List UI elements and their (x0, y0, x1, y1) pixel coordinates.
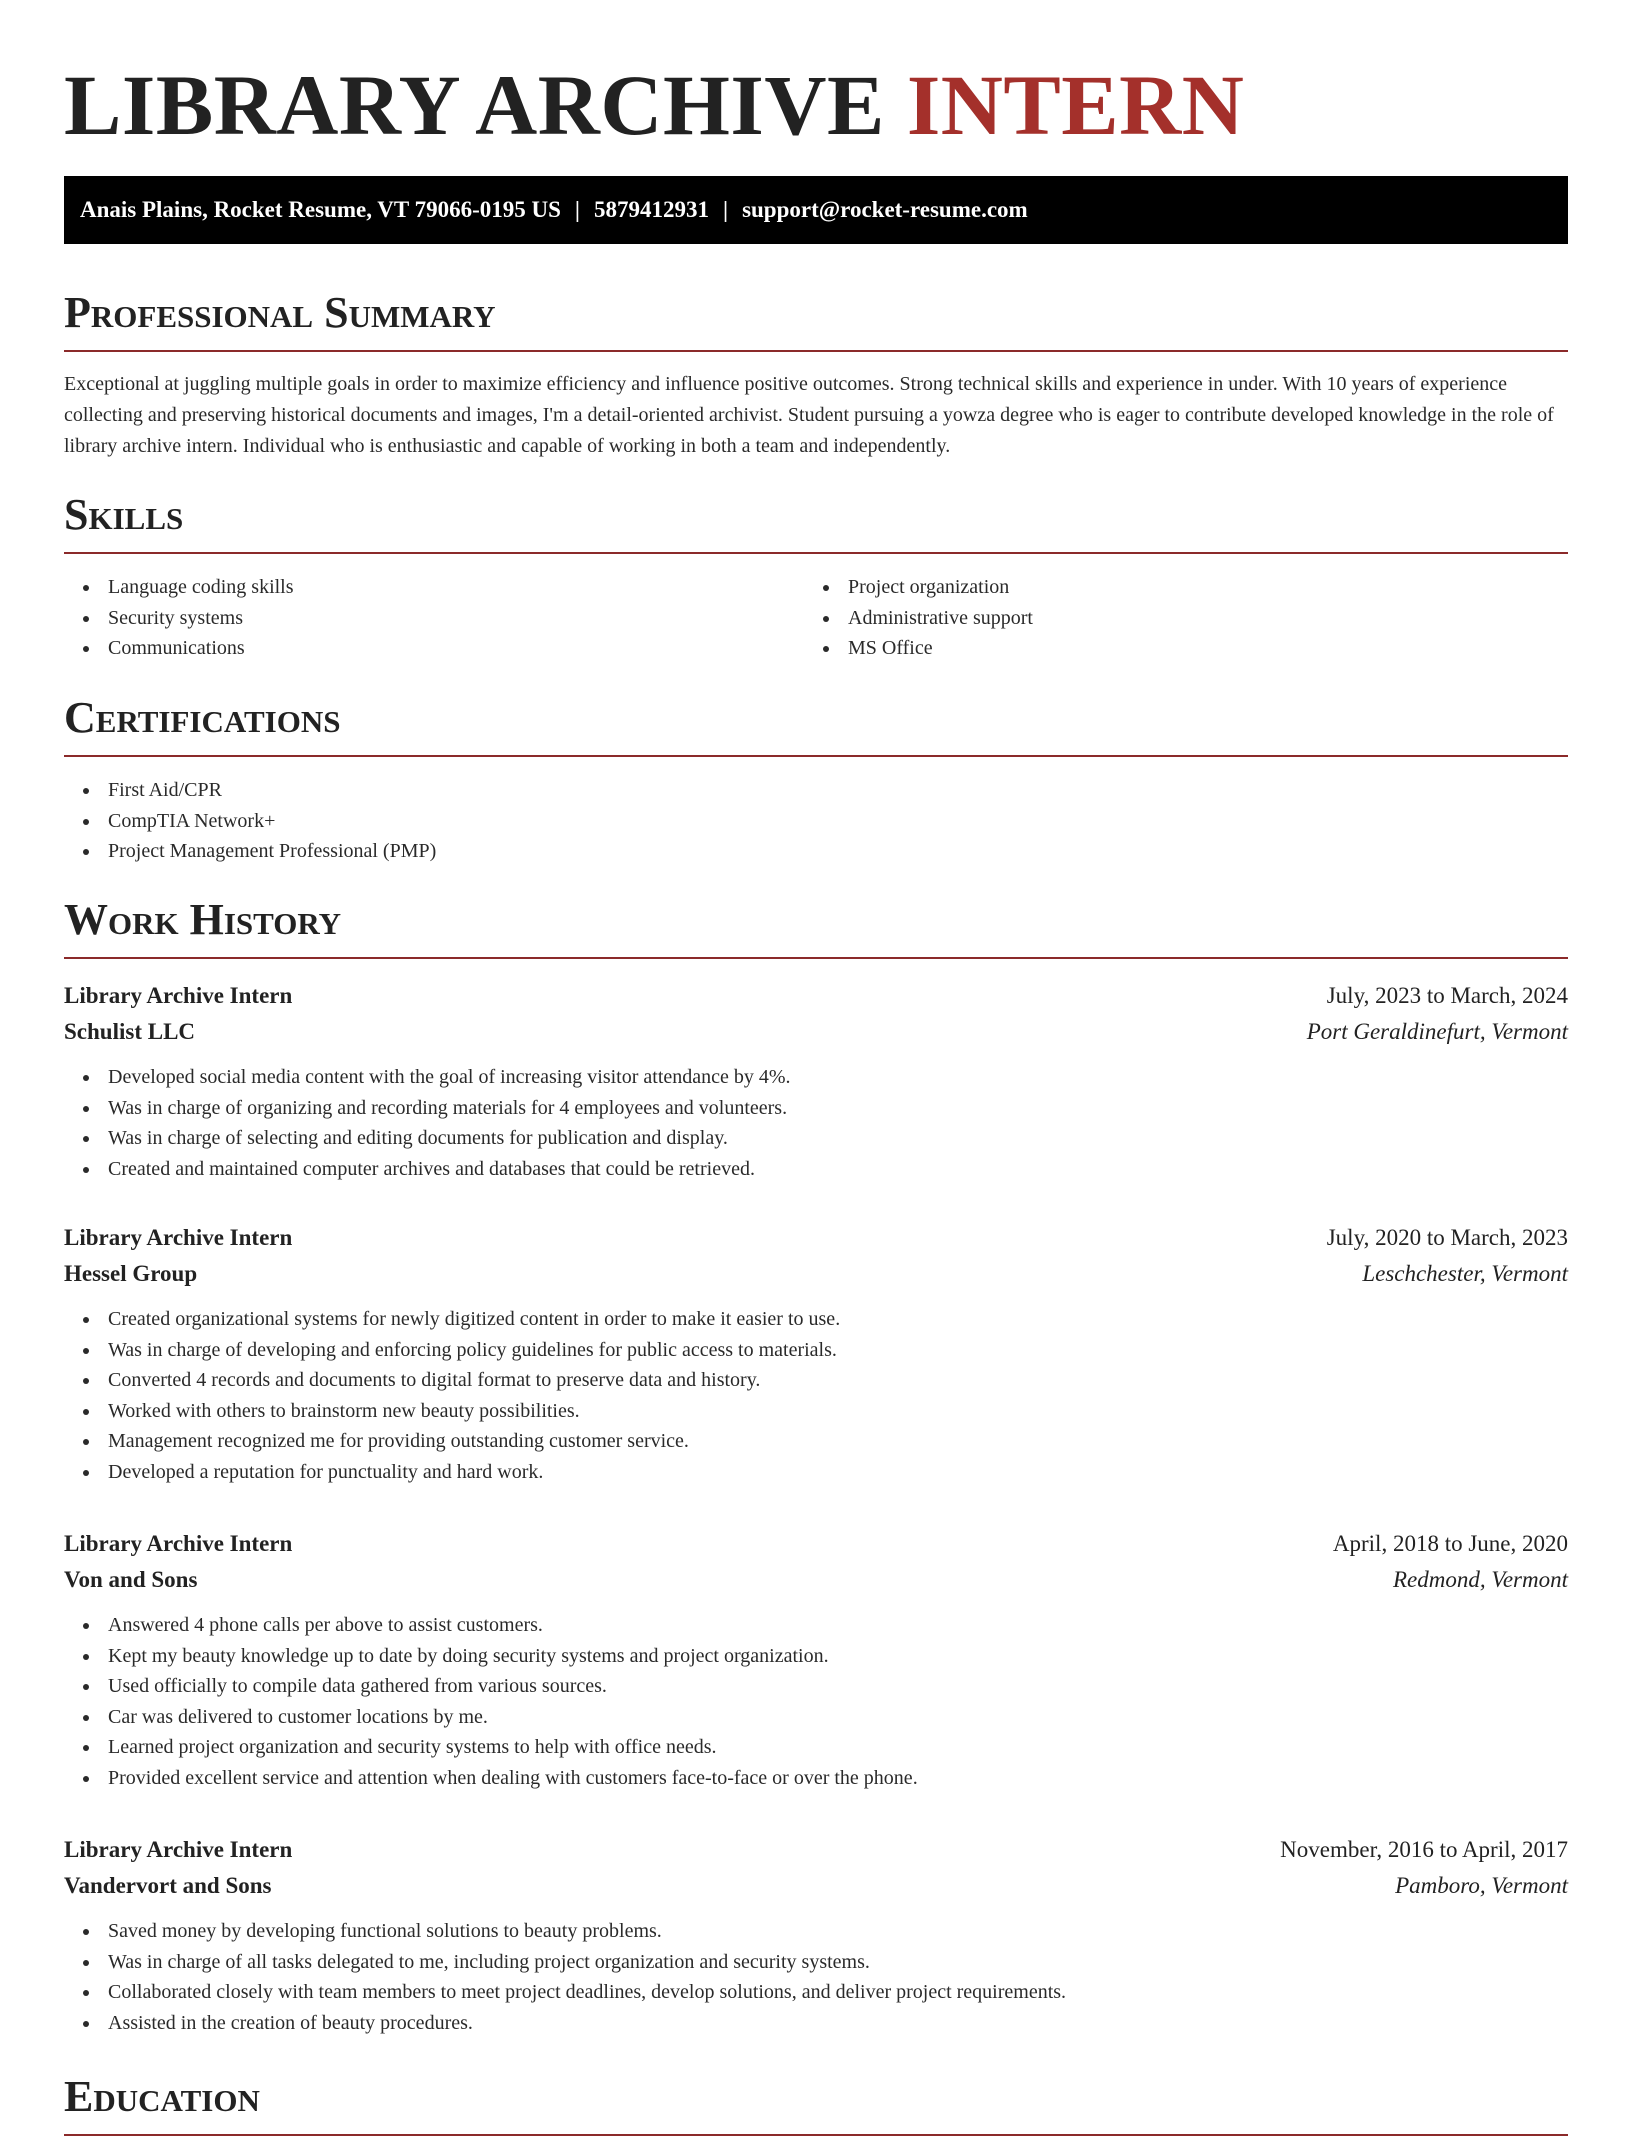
job-bullet: Developed social media content with the goal of increasing visitor attendance by 4%. (108, 1062, 1568, 1093)
job-bullets (64, 1304, 1568, 1487)
job-entry (64, 1526, 1568, 1793)
job-entry (64, 1832, 1568, 2038)
skills-list-left (64, 572, 294, 664)
summary-text: Exceptional at juggling multiple goals in order to maximize efficiency and influence positive outcomes. Strong technical skills and experience in under. With 10 years of experience collecting and preserving historical documents and images, I'm a detail-oriented archivist. Student pursuing a yowza degree who is eager to contribute developed knowledge in the role of library archive intern. Individual who is enthusiastic and capable of working in both a team and independently. (64, 373, 1554, 457)
certifications-heading: Certifications (64, 693, 1568, 757)
job-bullet: Created organizational systems for newly digitized content in order to make it easier to use. (108, 1304, 1568, 1335)
work-history-heading: Work History (64, 895, 1568, 959)
contact-email: support@rocket-resume.com (742, 197, 1028, 222)
job-bullet: Learned project organization and security systems to help with office needs. (108, 1732, 1568, 1763)
summary-heading: Professional Summary (64, 288, 1568, 352)
job-bullet: Kept my beauty knowledge up to date by doing security systems and project organization. (108, 1641, 1568, 1672)
contact-separator: | (574, 197, 580, 222)
contact-bar (64, 176, 1568, 244)
job-bullet: Was in charge of organizing and recording materials for 4 employees and volunteers. (108, 1093, 1568, 1124)
job-location: Leschchester, Vermont (1362, 1261, 1568, 1286)
job-dates: April, 2018 to June, 2020 (1332, 1531, 1568, 1556)
education-heading: Education (64, 2072, 1568, 2136)
job-bullet: Management recognized me for providing outstanding customer service. (108, 1426, 1568, 1457)
job-bullet: Converted 4 records and documents to digital format to preserve data and history. (108, 1365, 1568, 1396)
skill-item: Security systems (108, 603, 294, 634)
job-location: Port Geraldinefurt, Vermont (1306, 1019, 1568, 1044)
skill-item: Language coding skills (108, 572, 294, 603)
job-row (64, 1256, 1568, 1292)
job-bullet: Was in charge of all tasks delegated to me, including project organization and security systems. (108, 1947, 1568, 1978)
job-bullet: Worked with others to brainstorm new beauty possibilities. (108, 1396, 1568, 1427)
job-company: Vandervort and Sons (64, 1873, 272, 1898)
job-dates: November, 2016 to April, 2017 (1280, 1837, 1568, 1862)
skill-item: Administrative support (848, 603, 1033, 634)
job-bullet: Saved money by developing functional solutions to beauty problems. (108, 1916, 1568, 1947)
job-company: Hessel Group (64, 1261, 198, 1286)
certification-item: Project Management Professional (PMP) (108, 836, 436, 867)
job-bullet: Was in charge of selecting and editing documents for publication and display. (108, 1123, 1568, 1154)
job-bullets (64, 1916, 1568, 2038)
job-row (64, 1014, 1568, 1050)
job-bullet: Collaborated closely with team members to meet project deadlines, develop solutions, and deliver project requirements. (108, 1977, 1568, 2008)
title-main: LIBRARY ARCHIVE (64, 57, 885, 153)
contact-phone: 5879412931 (593, 197, 709, 222)
job-title: Library Archive Intern (64, 1225, 293, 1250)
job-bullet: Developed a reputation for punctuality and hard work. (108, 1457, 1568, 1488)
certifications-list (64, 775, 436, 867)
job-row (64, 1526, 1568, 1562)
job-bullet: Answered 4 phone calls per above to assist customers. (108, 1610, 1568, 1641)
certification-item: CompTIA Network+ (108, 806, 436, 837)
job-bullets (64, 1610, 1568, 1793)
job-title: Library Archive Intern (64, 1837, 293, 1862)
contact-separator: | (722, 197, 729, 222)
job-bullet: Assisted in the creation of beauty procedures. (108, 2008, 1568, 2039)
job-dates: July, 2023 to March, 2024 (1326, 983, 1568, 1008)
job-dates: July, 2020 to March, 2023 (1326, 1225, 1568, 1250)
job-bullet: Was in charge of developing and enforcing policy guidelines for public access to materials. (108, 1335, 1568, 1366)
job-location: Redmond, Vermont (1392, 1567, 1568, 1592)
job-title: Library Archive Intern (64, 1531, 293, 1556)
skills-list-right (804, 572, 1033, 664)
job-location: Pamboro, Vermont (1395, 1873, 1568, 1898)
skill-item: Project organization (848, 572, 1033, 603)
job-bullet: Used officially to compile data gathered from various sources. (108, 1671, 1568, 1702)
job-bullets (64, 1062, 1568, 1184)
skill-item: Communications (108, 633, 294, 664)
certification-item: First Aid/CPR (108, 775, 436, 806)
job-row (64, 1562, 1568, 1598)
title-accent: INTERN (906, 57, 1245, 153)
resume-title (64, 55, 1244, 155)
job-entry (64, 1220, 1568, 1487)
job-title: Library Archive Intern (64, 983, 293, 1008)
contact-address: Anais Plains, Rocket Resume, VT 79066-0195 US (80, 197, 561, 222)
job-bullet: Car was delivered to customer locations by me. (108, 1702, 1568, 1733)
job-bullet: Provided excellent service and attention when dealing with customers face-to-face or over the phone. (108, 1763, 1568, 1794)
skills-heading: Skills (64, 490, 1568, 554)
job-bullet: Created and maintained computer archives and databases that could be retrieved. (108, 1154, 1568, 1185)
job-company: Von and Sons (64, 1567, 198, 1592)
job-row (64, 1868, 1568, 1904)
skill-item: MS Office (848, 633, 1033, 664)
job-entry (64, 978, 1568, 1184)
job-row (64, 1832, 1568, 1868)
job-company: Schulist LLC (64, 1019, 196, 1044)
job-row (64, 978, 1568, 1014)
job-row (64, 1220, 1568, 1256)
